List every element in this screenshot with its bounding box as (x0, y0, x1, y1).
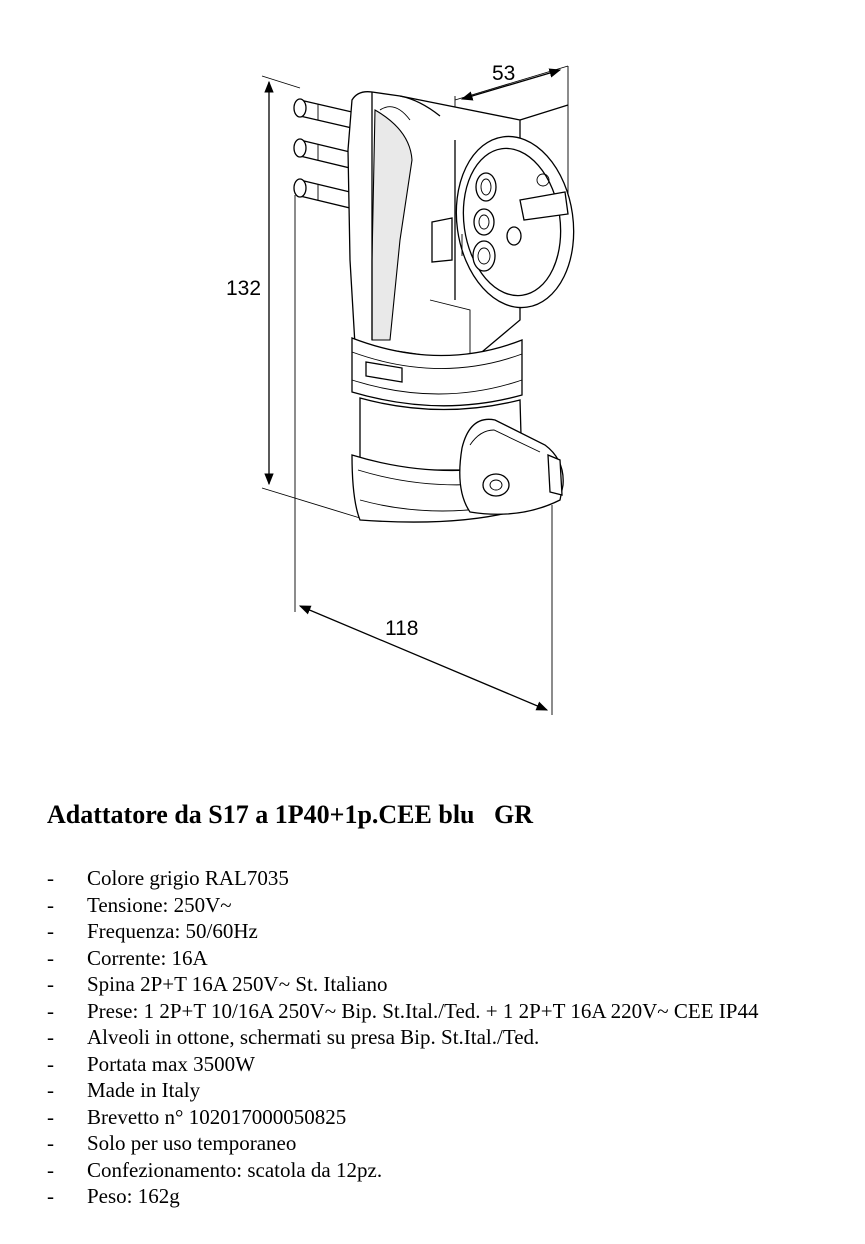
spec-text: Solo per uso temporaneo (87, 1131, 297, 1155)
spec-text: Prese: 1 2P+T 10/16A 250V~ Bip. St.Ital./Ted. + 1 2P+T 16A 220V~ CEE IP44 (87, 998, 759, 1023)
list-bullet: - (47, 945, 54, 970)
spec-text: Frequenza: 50/60Hz (87, 919, 258, 943)
list-bullet: - (47, 1078, 54, 1102)
list-bullet: - (47, 1051, 54, 1076)
list-bullet: - (47, 1157, 54, 1182)
spec-text: Portata max 3500W (87, 1051, 255, 1076)
dimension-label-118: 118 (385, 617, 419, 640)
list-bullet: - (47, 1184, 54, 1208)
spec-text: Corrente: 16A (87, 945, 208, 970)
spec-text: Made in Italy (87, 1078, 201, 1102)
product-title: Adattatore da S17 a 1P40+1p.CEE blu GR (47, 800, 534, 829)
plug-pins (294, 99, 352, 208)
list-bullet: - (47, 972, 54, 996)
list-bullet: - (47, 1025, 54, 1049)
list-bullet: - (47, 1131, 54, 1155)
spec-text: Colore grigio RAL7035 (87, 866, 289, 890)
list-bullet: - (47, 866, 54, 890)
spec-text: Peso: 162g (87, 1184, 180, 1208)
list-bullet: - (47, 919, 54, 943)
dimension-label-53: 53 (492, 62, 516, 85)
list-bullet: - (47, 998, 54, 1023)
spec-text: Confezionamento: scatola da 12pz. (87, 1157, 383, 1182)
spec-text: Tensione: 250V~ (87, 892, 232, 917)
dimension-132 (226, 76, 360, 518)
spec-text: Spina 2P+T 16A 250V~ St. Italiano (87, 972, 388, 996)
dimension-label-132: 132 (226, 277, 262, 300)
list-bullet: - (47, 1104, 54, 1129)
list-bullet: - (47, 892, 54, 917)
spec-text: Brevetto n° 102017000050825 (87, 1104, 347, 1129)
adapter-lower-body (352, 398, 563, 522)
spec-text: Alveoli in ottone, schermati su presa Bip. St.Ital./Ted. (87, 1025, 540, 1049)
